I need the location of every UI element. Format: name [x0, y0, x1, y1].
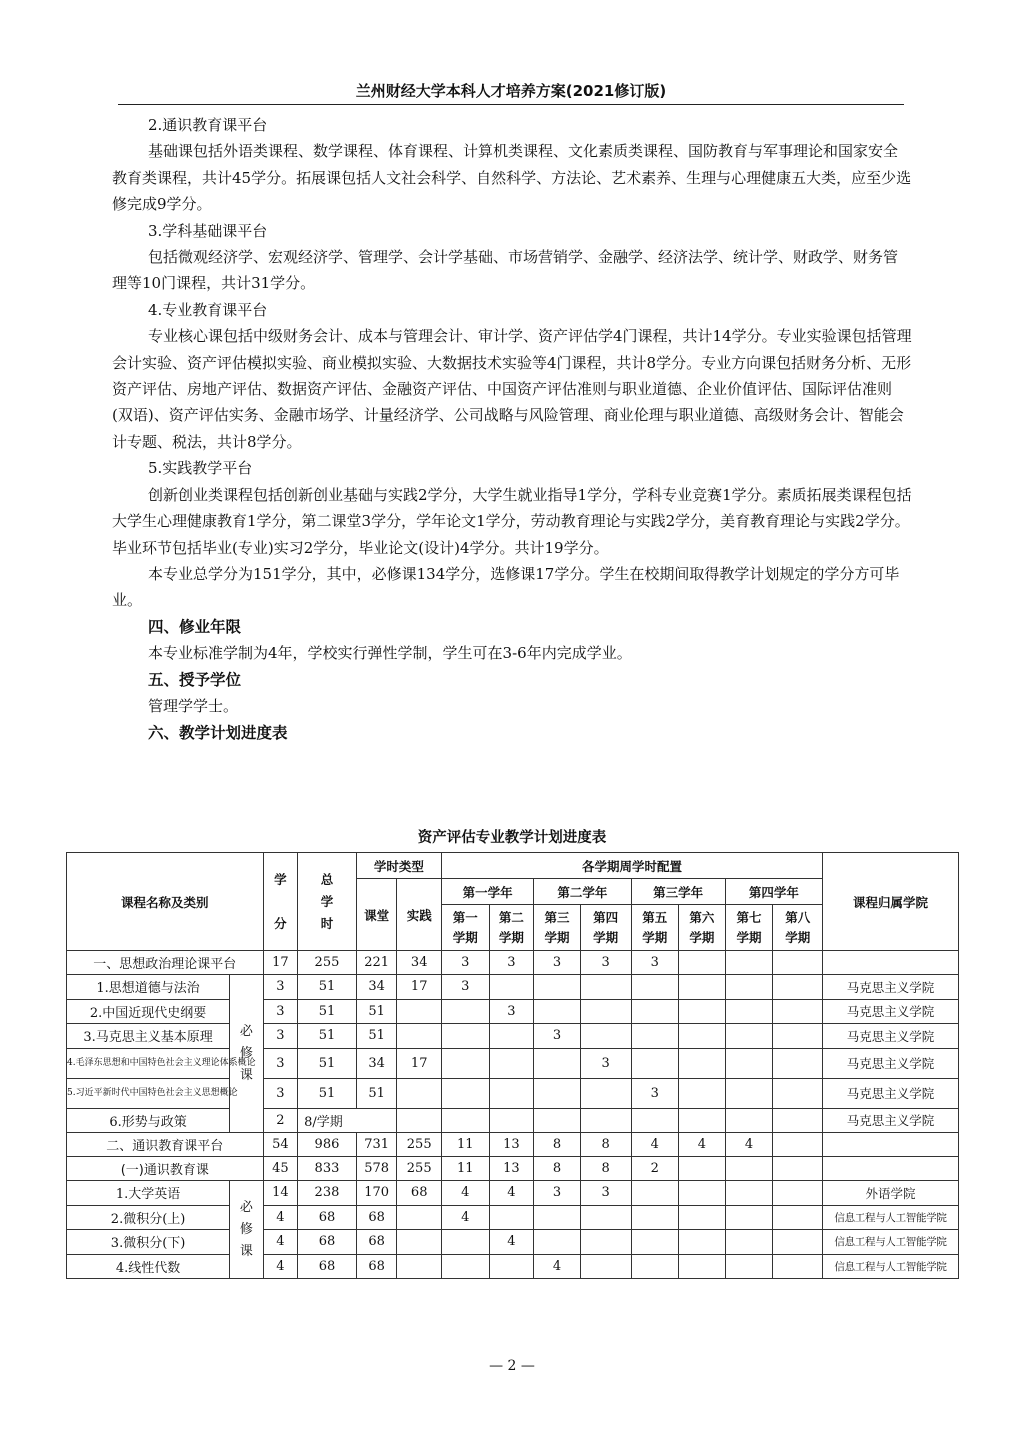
table-cell [397, 1205, 442, 1230]
table-cell: 68 [298, 1230, 357, 1255]
table-cell: 170 [356, 1181, 397, 1206]
table-cell: 4 [442, 1181, 490, 1206]
header-year-4: 第四学年 [725, 879, 822, 905]
table-cell: 3 [534, 951, 581, 975]
table-cell [489, 1024, 534, 1049]
table-cell [773, 1078, 823, 1108]
table-cell: 51 [298, 999, 357, 1024]
table-cell: 3 [442, 951, 490, 975]
table-cell: 4 [263, 1205, 297, 1230]
header-semester-6: 第六 学期 [679, 905, 726, 951]
table-cell [773, 1181, 823, 1206]
paragraph: 包括微观经济学、宏观经济学、管理学、会计学基础、市场营销学、金融学、经济法学、统计学、财政学、财务管理等10门课程，共计31学分。 [112, 248, 899, 293]
table-row [67, 975, 959, 1000]
course-name: 6.形势与政策 [67, 1108, 230, 1133]
table-cell [773, 1157, 823, 1181]
table-cell [679, 1108, 726, 1133]
table-row [67, 951, 959, 975]
table-cell [773, 1230, 823, 1255]
table-cell [631, 1024, 679, 1049]
table-cell [773, 1108, 823, 1133]
table-cell [534, 975, 581, 1000]
table-cell: 51 [298, 975, 357, 1000]
table-cell [631, 975, 679, 1000]
table-cell [631, 1254, 679, 1279]
table-cell [580, 1078, 631, 1108]
table-cell [442, 1230, 490, 1255]
subsection-title: 2.通识教育课平台 [148, 116, 268, 134]
table-cell: 4 [263, 1254, 297, 1279]
table-cell [489, 975, 534, 1000]
table-row [67, 1108, 959, 1133]
table-cell [397, 1108, 442, 1133]
table-row [67, 1024, 959, 1049]
header-year-3: 第三学年 [631, 879, 725, 905]
table-cell: 3 [263, 1024, 297, 1049]
header-weekly-config: 各学期周学时配置 [442, 853, 823, 879]
table-cell: 3 [263, 975, 297, 1000]
table-cell: 221 [356, 951, 397, 975]
header-semester-4: 第四 学期 [580, 905, 631, 951]
header-credits: 学 分 [263, 853, 297, 951]
table-cell: 3 [580, 1048, 631, 1078]
paragraph: 管理学学士。 [148, 697, 239, 716]
table-title: 资产评估专业教学计划进度表 [417, 830, 607, 846]
table-cell: 68 [397, 1181, 442, 1206]
table-cell [725, 1230, 773, 1255]
table-cell [489, 1048, 534, 1078]
table-cell: 51 [356, 1024, 397, 1049]
table-cell [397, 1024, 442, 1049]
table-row [67, 1181, 959, 1206]
platform-name: 一、思想政治理论课平台 [67, 951, 264, 975]
table-cell: 3 [489, 951, 534, 975]
paragraph: 本专业标准学制为4年，学校实行弹性学制，学生可在3-6年内完成学业。 [148, 644, 632, 663]
table-cell [631, 1048, 679, 1078]
teaching-plan-table [66, 852, 959, 1279]
header-divider [118, 104, 904, 105]
table-cell: 68 [298, 1254, 357, 1279]
course-name: 3.微积分(下) [67, 1230, 230, 1255]
table-cell: 3 [263, 1048, 297, 1078]
table-row [67, 999, 959, 1024]
college-cell: 马克思主义学院 [823, 1108, 959, 1133]
table-cell [679, 999, 726, 1024]
table-cell [773, 1024, 823, 1049]
table-cell: 8/学期 [298, 1108, 397, 1133]
table-cell: 3 [580, 1181, 631, 1206]
table-cell [489, 1205, 534, 1230]
table-cell: 3 [631, 951, 679, 975]
paragraph: 基础课包括外语类课程、数学课程、体育课程、计算机类课程、文化素质类课程、国防教育与军事理论和国家安全教育类课程，共计45学分。拓展课包括人文社会科学、自然科学、方法论、艺术素养、生理与心理健康五大类，应至少选修完成9学分。 [112, 142, 912, 214]
table-cell [580, 1024, 631, 1049]
header-semester-3: 第三 学期 [534, 905, 581, 951]
table-cell [631, 1205, 679, 1230]
table-row [67, 1078, 959, 1108]
table-cell [725, 1181, 773, 1206]
table-cell: 3 [263, 999, 297, 1024]
table-cell: 8 [580, 1157, 631, 1181]
table-cell [773, 1133, 823, 1157]
body-text [112, 112, 912, 746]
table-cell: 14 [263, 1181, 297, 1206]
table-cell: 13 [489, 1157, 534, 1181]
table-cell [534, 1108, 581, 1133]
table-cell: 4 [263, 1230, 297, 1255]
table-cell [725, 975, 773, 1000]
subsection-title: 4.专业教育课平台 [148, 300, 268, 319]
table-cell [489, 1078, 534, 1108]
college-cell: 马克思主义学院 [823, 975, 959, 1000]
table-cell [534, 1048, 581, 1078]
page-number: — 2 — [489, 1358, 535, 1374]
college-cell [823, 1157, 959, 1181]
table-cell: 45 [263, 1157, 297, 1181]
table-cell: 3 [580, 951, 631, 975]
header-semester-2: 第二 学期 [489, 905, 534, 951]
table-cell [631, 1108, 679, 1133]
college-cell: 马克思主义学院 [823, 1048, 959, 1078]
table-cell [442, 1254, 490, 1279]
table-cell: 17 [397, 975, 442, 1000]
header-course-name: 课程名称及类别 [67, 853, 264, 951]
header-hour-type: 学时类型 [356, 853, 441, 879]
table-cell [773, 1205, 823, 1230]
header-semester-1: 第一 学期 [442, 905, 490, 951]
course-name: 2.中国近现代史纲要 [67, 999, 230, 1024]
table-cell: 51 [356, 999, 397, 1024]
table-cell [580, 1230, 631, 1255]
header-semester-8: 第八 学期 [773, 905, 823, 951]
table-cell [725, 1108, 773, 1133]
subsection-title: 5.实践教学平台 [148, 459, 253, 478]
table-cell: 11 [442, 1133, 490, 1157]
table-cell [631, 999, 679, 1024]
table-cell [631, 1181, 679, 1206]
course-name: 3.马克思主义基本原理 [67, 1024, 230, 1049]
table-cell: 255 [397, 1133, 442, 1157]
table-cell [442, 1078, 490, 1108]
table-cell: 51 [298, 1048, 357, 1078]
header-semester-7: 第七 学期 [725, 905, 773, 951]
table-cell [773, 999, 823, 1024]
table-cell [679, 1048, 726, 1078]
table-cell [534, 1078, 581, 1108]
subplatform-name: (一)通识教育课 [67, 1157, 264, 1181]
college-cell: 马克思主义学院 [823, 1024, 959, 1049]
section-heading: 五、授予学位 [148, 670, 242, 689]
table-cell: 2 [263, 1108, 297, 1133]
table-cell [773, 1254, 823, 1279]
table-cell: 17 [397, 1048, 442, 1078]
course-category: 必 修 课 [230, 975, 263, 1133]
table-cell [580, 999, 631, 1024]
table-cell [679, 1254, 726, 1279]
course-name: 4.毛泽东思想和中国特色社会主义理论体系概论 [67, 1048, 230, 1078]
table-row [67, 1230, 959, 1255]
paragraph: 本专业总学分为151学分，其中，必修课134学分，选修课17学分。学生在校期间取得教学计划规定的学分方可毕业。 [112, 564, 900, 610]
table-row [67, 1133, 959, 1157]
table-cell: 51 [298, 1078, 357, 1108]
table-cell: 68 [356, 1254, 397, 1279]
header-college: 课程归属学院 [823, 853, 959, 951]
table-cell [679, 975, 726, 1000]
table-cell [397, 1254, 442, 1279]
table-cell: 4 [442, 1205, 490, 1230]
college-cell: 信息工程与人工智能学院 [823, 1254, 959, 1279]
table-cell: 34 [356, 975, 397, 1000]
table-cell [442, 1108, 490, 1133]
paragraph: 专业核心课包括中级财务会计、成本与管理会计、审计学、资产评估学4门课程，共计14学分。专业实验课包括管理会计实验、资产评估模拟实验、商业模拟实验、大数据技术实验等4门课程，共计8学分。专业方向课包括财务分析、无形资产评估、房地产评估、数据资产评估、金融资产评估、中国资产评估准则与职业道德、企业价值评估、国际评估准则(双语)、资产评估实务、金融市场学、计量经济学、公司战略与风险管理、商业伦理与职业道德、高级财务会计、智能会计专题、税法，共计8学分。 [112, 327, 912, 451]
table-cell: 11 [442, 1157, 490, 1181]
section-heading: 四、修业年限 [148, 617, 242, 636]
table-cell [397, 1078, 442, 1108]
table-cell [442, 1048, 490, 1078]
table-cell [442, 1024, 490, 1049]
table-cell: 2 [631, 1157, 679, 1181]
table-cell [773, 975, 823, 1000]
table-cell [725, 1078, 773, 1108]
table-cell: 13 [489, 1133, 534, 1157]
table-cell [534, 1230, 581, 1255]
course-name: 2.微积分(上) [67, 1205, 230, 1230]
course-category: 必 修 课 [230, 1181, 263, 1279]
table-cell [534, 1205, 581, 1230]
table-cell [679, 1205, 726, 1230]
table-cell [580, 1108, 631, 1133]
paragraph: 创新创业类课程包括创新创业基础与实践2学分，大学生就业指导1学分，学科专业竞赛1学分。素质拓展类课程包括大学生心理健康教育1学分，第二课堂3学分，学年论文1学分，劳动教育理论与实践2学分，美育教育理论与实践2学分。毕业环节包括毕业(专业)实习2学分，毕业论文(设计)4学分。共计19学分。 [112, 485, 912, 557]
college-cell [823, 1133, 959, 1157]
table-cell: 255 [298, 951, 357, 975]
college-cell: 信息工程与人工智能学院 [823, 1205, 959, 1230]
header-classroom: 课堂 [356, 879, 397, 951]
table-cell: 68 [298, 1205, 357, 1230]
platform-name: 二、通识教育课平台 [67, 1133, 264, 1157]
table-cell: 51 [298, 1024, 357, 1049]
table-cell [580, 975, 631, 1000]
table-cell [679, 1181, 726, 1206]
table-cell: 3 [631, 1078, 679, 1108]
table-cell [773, 951, 823, 975]
table-cell: 833 [298, 1157, 357, 1181]
college-cell: 外语学院 [823, 1181, 959, 1206]
table-cell [725, 1048, 773, 1078]
table-cell: 3 [489, 999, 534, 1024]
table-cell [679, 1078, 726, 1108]
subsection-title: 3.学科基础课平台 [148, 221, 268, 240]
table-cell: 731 [356, 1133, 397, 1157]
header-practice: 实践 [397, 879, 442, 951]
table-cell [725, 999, 773, 1024]
table-cell: 4 [534, 1254, 581, 1279]
table-cell: 51 [356, 1078, 397, 1108]
table-cell [679, 1157, 726, 1181]
college-cell: 马克思主义学院 [823, 999, 959, 1024]
table-cell [580, 1205, 631, 1230]
table-cell: 8 [580, 1133, 631, 1157]
table-row [67, 1254, 959, 1279]
table-cell: 986 [298, 1133, 357, 1157]
table-cell [489, 1108, 534, 1133]
section-heading: 六、教学计划进度表 [148, 723, 288, 742]
table-cell: 578 [356, 1157, 397, 1181]
header-total-hours: 总 学 时 [298, 853, 357, 951]
table-cell: 3 [534, 1181, 581, 1206]
table-cell [679, 1230, 726, 1255]
course-name: 1.思想道德与法治 [67, 975, 230, 1000]
table-cell: 8 [534, 1133, 581, 1157]
course-name: 1.大学英语 [67, 1181, 230, 1206]
header-year-1: 第一学年 [442, 879, 534, 905]
table-cell [725, 951, 773, 975]
table-cell: 4 [631, 1133, 679, 1157]
table-row [67, 1048, 959, 1078]
table-cell: 17 [263, 951, 297, 975]
table-cell [773, 1048, 823, 1078]
table-cell: 3 [442, 975, 490, 1000]
table-cell: 34 [356, 1048, 397, 1078]
table-cell: 4 [679, 1133, 726, 1157]
college-cell [823, 951, 959, 975]
table-cell: 4 [489, 1181, 534, 1206]
header-semester-5: 第五 学期 [631, 905, 679, 951]
table-cell: 3 [263, 1078, 297, 1108]
table-cell: 68 [356, 1230, 397, 1255]
table-cell: 8 [534, 1157, 581, 1181]
table-row [67, 1157, 959, 1181]
table-cell [725, 1024, 773, 1049]
table-cell: 238 [298, 1181, 357, 1206]
table-cell: 54 [263, 1133, 297, 1157]
table-cell [679, 1024, 726, 1049]
page-header-title: 兰州财经大学本科人才培养方案(2021修订版) [355, 82, 667, 100]
table-cell [397, 1230, 442, 1255]
table-cell [725, 1157, 773, 1181]
table-cell: 68 [356, 1205, 397, 1230]
table-cell [725, 1254, 773, 1279]
course-name: 5.习近平新时代中国特色社会主义思想概论 [67, 1078, 230, 1108]
table-cell [725, 1205, 773, 1230]
table-cell: 4 [725, 1133, 773, 1157]
table-cell: 34 [397, 951, 442, 975]
table-cell [442, 999, 490, 1024]
table-row [67, 1205, 959, 1230]
course-name: 4.线性代数 [67, 1254, 230, 1279]
table-cell [534, 999, 581, 1024]
college-cell: 信息工程与人工智能学院 [823, 1230, 959, 1255]
header-year-2: 第二学年 [534, 879, 631, 905]
table-cell [679, 951, 726, 975]
college-cell: 马克思主义学院 [823, 1078, 959, 1108]
table-cell [489, 1254, 534, 1279]
table-cell [580, 1254, 631, 1279]
table-cell [397, 999, 442, 1024]
table-cell [631, 1230, 679, 1255]
table-cell: 255 [397, 1157, 442, 1181]
table-cell: 3 [534, 1024, 581, 1049]
table-cell: 4 [489, 1230, 534, 1255]
